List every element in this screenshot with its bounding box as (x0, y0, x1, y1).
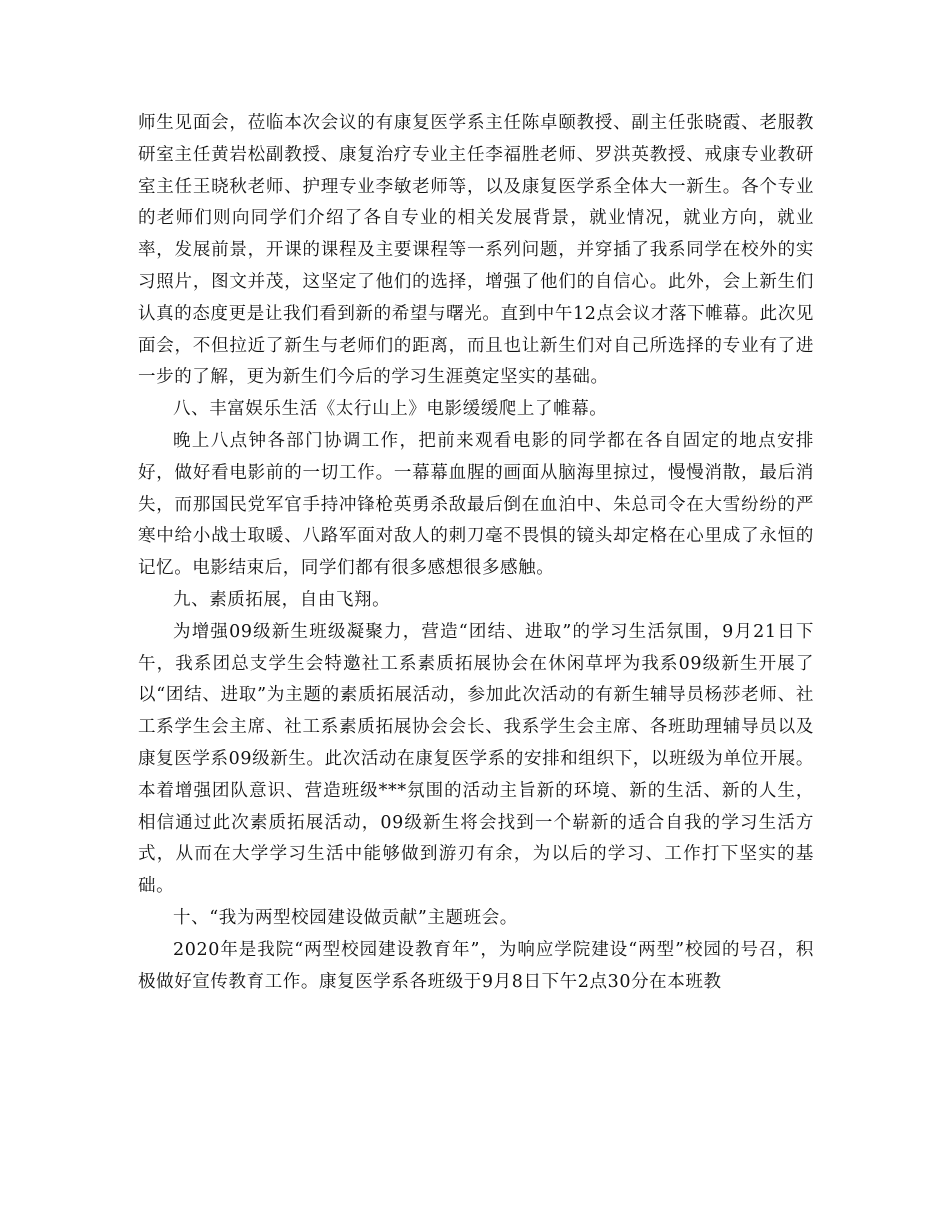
section-heading-8: 八、丰富娱乐生活《太行山上》电影缓缓爬上了帷幕。 (173, 399, 608, 420)
section-heading-9: 九、素质拓展，自由飞翔。 (173, 589, 391, 610)
paragraph-class-meeting: 2020年是我院“两型校园建设教育年”，为响应学院建设“两型”校园的号召，积极做好宣传教育工作。康复医学系各班级于9月8日下午2点30分在本班教 (138, 939, 814, 992)
paragraph-movie-night: 晚上八点钟各部门协调工作，把前来观看电影的同学都在各自固定的地点安排好，做好看电影前的一切工作。一幕幕血腥的画面从脑海里掠过，慢慢消散，最后消失，而那国民党军官手持冲锋枪英勇杀敌最后倒在血泊中、朱总司令在大雪纷纷的严寒中给小战士取暖、八路军面对敌人的刺刀毫不畏惧的镜头却定格在心里成了永恒的记忆。电影结束后，同学们都有很多感想很多感触。 (138, 430, 814, 579)
document-body (138, 108, 814, 998)
section-heading-10: 十、“我为两型校园建设做贡献”主题班会。 (173, 907, 518, 928)
paragraph-meeting-summary: 师生见面会，莅临本次会议的有康复医学系主任陈卓颐教授、副主任张晓霞、老服教研室主任黄岩松副教授、康复治疗专业主任李福胜老师、罗洪英教授、戒康专业教研室主任王晓秋老师、护理专业李敏老师等，以及康复医学系全体大一新生。各个专业的老师们则向同学们介绍了各自专业的相关发展背景，就业情况，就业方向，就业率，发展前景，开课的课程及主要课程等一系列问题，并穿插了我系同学在校外的实习照片，图文并茂，这坚定了他们的选择，增强了他们的自信心。此外，会上新生们认真的态度更是让我们看到新的希望与曙光。直到中午12点会议才落下帷幕。此次见面会，不但拉近了新生与老师们的距离，而且也让新生们对自己所选择的专业有了进一步的了解，更为新生们今后的学习生涯奠定坚实的基础。 (138, 113, 814, 388)
paragraph-quality-expansion: 为增强09级新生班级凝聚力，营造“团结、进取”的学习生活氛围，9月21日下午，我系团总支学生会特邀社工系素质拓展协会在休闲草坪为我系09级新生开展了以“团结、进取”为主题的素质拓展活动，参加此次活动的有新生辅导员杨莎老师、社工系学生会主席、社工系素质拓展协会会长、我系学生会主席、各班助理辅导员以及康复医学系09级新生。此次活动在康复医学系的安排和组织下，以班级为单位开展。本着增强团队意识、营造班级***氛围的活动主旨新的环境、新的生活、新的人生，相信通过此次素质拓展活动，09级新生将会找到一个崭新的适合自我的学习生活方式，从而在大学学习生活中能够做到游刃有余，为以后的学习、工作打下坚实的基础。 (138, 621, 814, 897)
